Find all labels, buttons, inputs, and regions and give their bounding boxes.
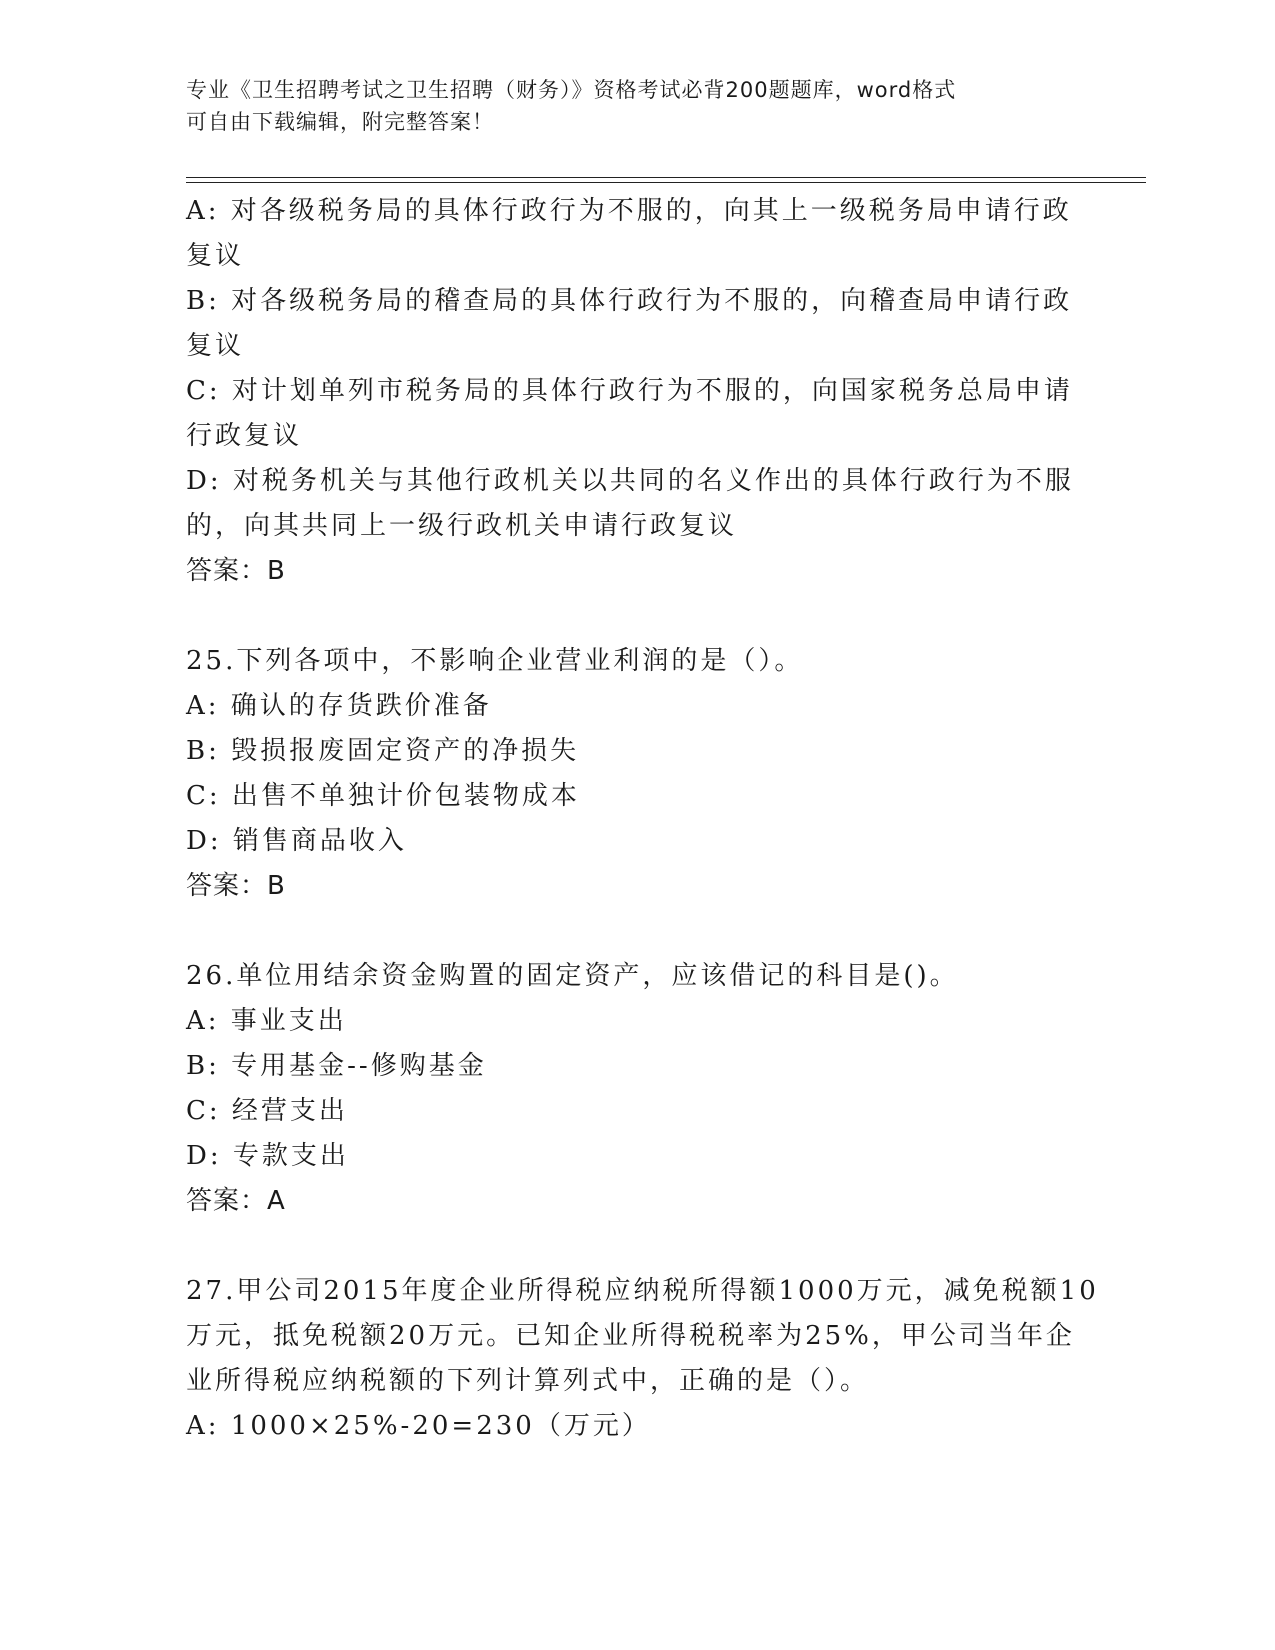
option-b: B: 毁损报废固定资产的净损失 <box>186 736 580 766</box>
answer-line: 答案：A <box>186 1186 286 1216</box>
option-c: C: 出售不单独计价包装物成本 <box>186 781 580 811</box>
option-a-line-1: A: 对各级税务局的具体行政行为不服的，向其上一级税务局申请行政 <box>186 196 1072 226</box>
question-stem-line-1: 27.甲公司2015年度企业所得税应纳税所得额1000万元，减免税额10 <box>186 1276 1099 1306</box>
option-a: A: 1000×25%-20=230（万元） <box>186 1411 651 1441</box>
option-a: A: 事业支出 <box>186 1006 347 1036</box>
question-stem-line-3: 业所得税应纳税额的下列计算列式中，正确的是（）。 <box>186 1366 870 1396</box>
option-c-line-1: C: 对计划单列市税务局的具体行政行为不服的，向国家税务总局申请 <box>186 376 1073 406</box>
answer-line: 答案：B <box>186 556 286 586</box>
answer-line: 答案：B <box>186 871 286 901</box>
question-26 <box>186 954 1086 1224</box>
spacer <box>186 909 1086 954</box>
option-c-line-2: 行政复议 <box>186 421 303 451</box>
spacer <box>186 1224 1086 1269</box>
question-stem-line-2: 万元，抵免税额20万元。已知企业所得税税率为25%，甲公司当年企 <box>186 1321 1075 1351</box>
header-line-2: 可自由下载编辑，附完整答案！ <box>186 110 494 134</box>
option-a-line-2: 复议 <box>186 241 245 271</box>
header-divider-top <box>186 177 1146 178</box>
header-divider-bottom <box>186 182 1146 183</box>
option-d-line-1: D: 对税务机关与其他行政机关以共同的名义作出的具体行政行为不服 <box>186 466 1074 496</box>
document-body <box>186 189 1099 1449</box>
option-c: C: 经营支出 <box>186 1096 348 1126</box>
option-b-line-1: B: 对各级税务局的稽查局的具体行政行为不服的，向稽查局申请行政 <box>186 286 1073 316</box>
option-b-line-2: 复议 <box>186 331 245 361</box>
question-stem: 25.下列各项中，不影响企业营业利润的是（）。 <box>186 646 804 676</box>
question-25 <box>186 639 1086 909</box>
question-27 <box>186 1269 1099 1449</box>
option-d: D: 销售商品收入 <box>186 826 407 856</box>
option-d-line-2: 的，向其共同上一级行政机关申请行政复议 <box>186 511 738 541</box>
option-a: A: 确认的存货跌价准备 <box>186 691 492 721</box>
document-header <box>186 74 1086 138</box>
option-d: D: 专款支出 <box>186 1141 349 1171</box>
option-b: B: 专用基金--修购基金 <box>186 1051 487 1081</box>
question-24-options <box>186 189 1086 594</box>
question-stem: 26.单位用结余资金购置的固定资产，应该借记的科目是()。 <box>186 961 959 991</box>
spacer <box>186 594 1086 639</box>
header-line-1: 专业《卫生招聘考试之卫生招聘（财务）》资格考试必背200题题库，word格式 <box>186 78 957 102</box>
